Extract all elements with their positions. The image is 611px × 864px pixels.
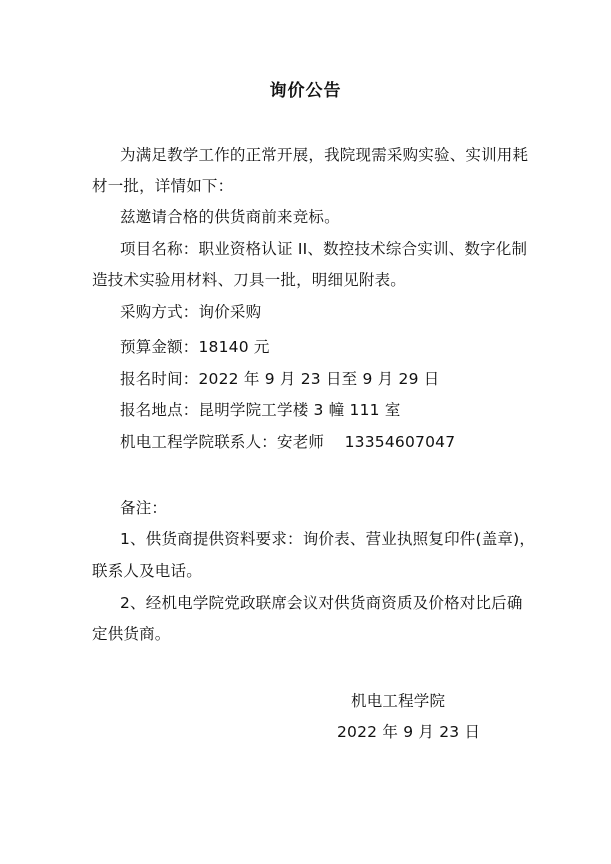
notes-label: 备注： bbox=[120, 499, 168, 517]
note-2-line-2: 定供货商。 bbox=[92, 625, 171, 643]
registration-place: 报名地点：昆明学院工学楼 3 幢 111 室 bbox=[120, 401, 401, 419]
registration-time: 报名时间：2022 年 9 月 23 日至 9 月 29 日 bbox=[120, 370, 440, 388]
note-2-line-1: 2、经机电学院党政联席会议对供货商资质及价格对比后确 bbox=[120, 594, 523, 612]
intro-line-2: 材一批，详情如下： bbox=[92, 177, 234, 195]
signature-date: 2022 年 9 月 23 日 bbox=[337, 723, 481, 741]
page-title: 询价公告 bbox=[269, 81, 342, 101]
contact-person: 机电工程学院联系人：安老师 13354607047 bbox=[120, 433, 456, 451]
project-name-line-1: 项目名称：职业资格认证 II、数控技术综合实训、数字化制 bbox=[120, 240, 528, 258]
note-1-line-2: 联系人及电话。 bbox=[92, 562, 202, 580]
procurement-method: 采购方式：询价采购 bbox=[120, 303, 262, 321]
signature-organization: 机电工程学院 bbox=[351, 692, 446, 710]
invitation-text: 兹邀请合格的供货商前来竞标。 bbox=[120, 208, 340, 226]
budget-amount: 预算金额：18140 元 bbox=[120, 338, 270, 356]
intro-line-1: 为满足教学工作的正常开展，我院现需采购实验、实训用耗 bbox=[120, 146, 529, 164]
project-name-line-2: 造技术实验用材料、刀具一批，明细见附表。 bbox=[92, 271, 407, 289]
note-1-line-1: 1、供货商提供资料要求：询价表、营业执照复印件(盖章)， bbox=[120, 530, 536, 548]
